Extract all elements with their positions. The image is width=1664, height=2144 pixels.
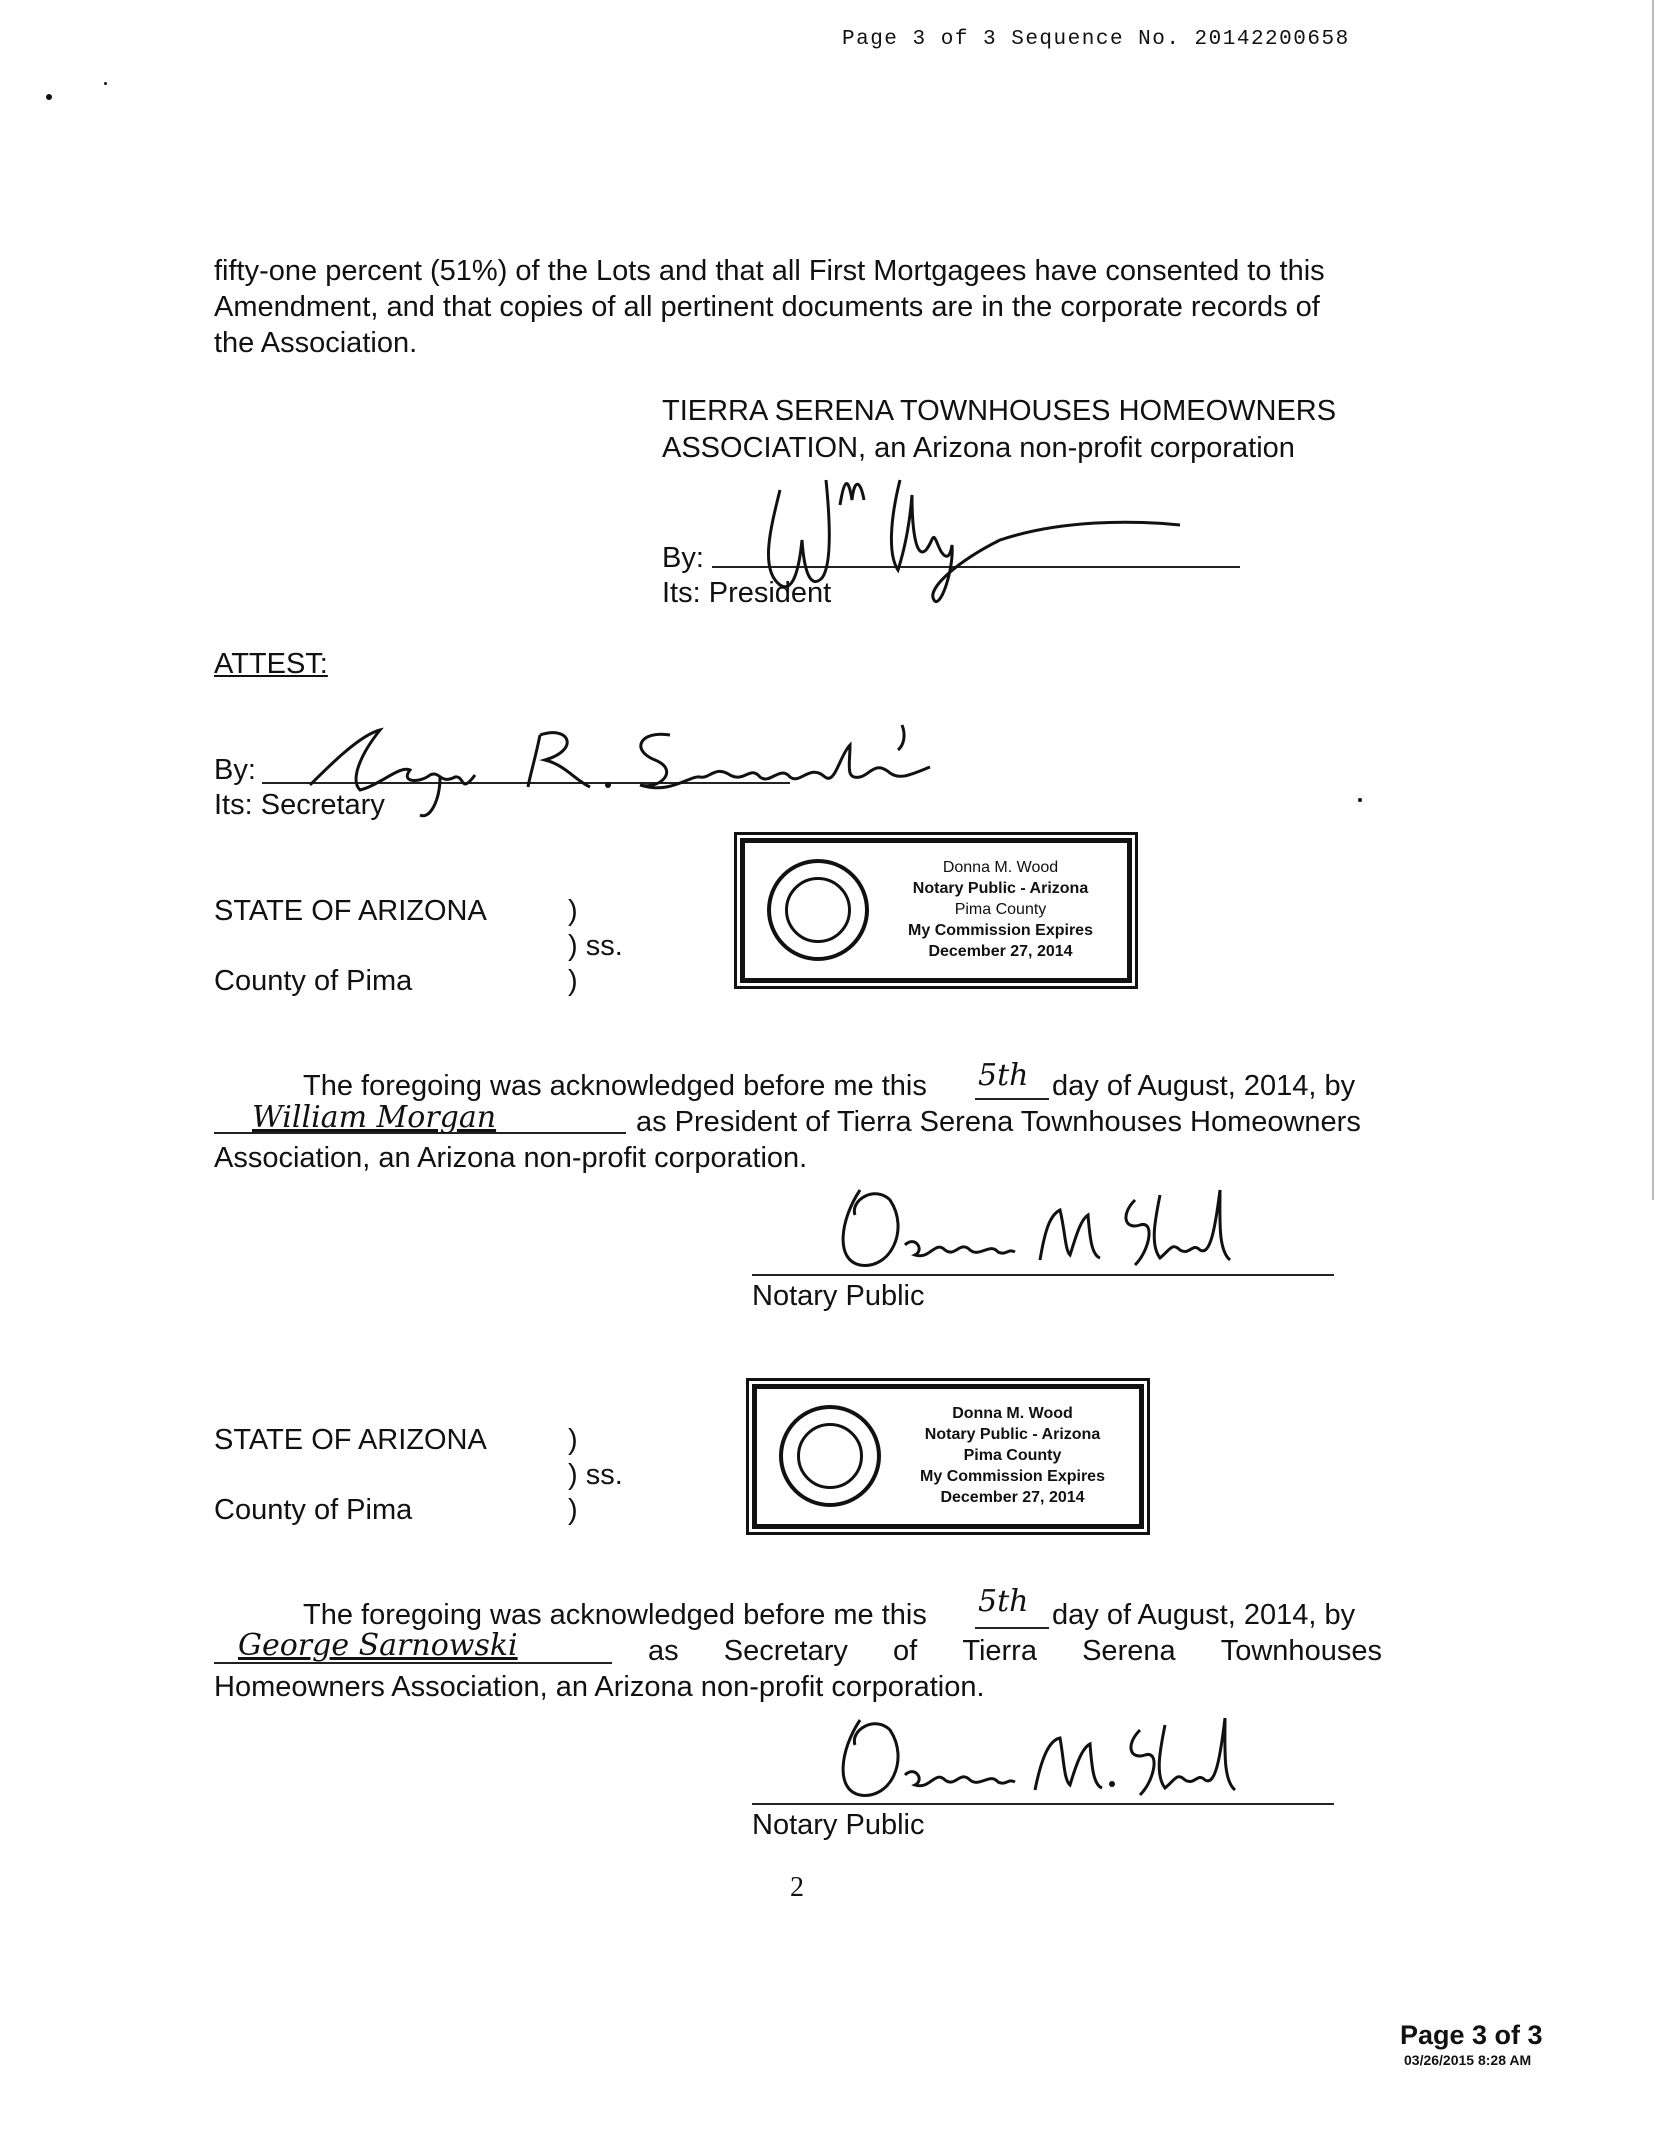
by-label-president: By:: [662, 542, 704, 574]
venue-2-ss: ) ss.: [568, 1459, 623, 1491]
page-number: 2: [790, 1872, 804, 1903]
scan-edge: [1652, 0, 1654, 1200]
venue-1-county: County of Pima: [214, 965, 413, 997]
notary-public-label-2: Notary Public: [752, 1809, 925, 1841]
attest-label: ATTEST:: [214, 648, 328, 680]
notary-stamp-county: Pima County: [954, 901, 1047, 918]
notary-stamp-text: [902, 1403, 1123, 1508]
sequence-header: Page 3 of 3 Sequence No. 20142200658: [842, 28, 1350, 51]
ack-1-name-handwritten: William Morgan: [252, 1100, 497, 1135]
association-name-line-1: TIERRA SERENA TOWNHOUSES HOMEOWNERS: [662, 395, 1337, 427]
notary-public-label-1: Notary Public: [752, 1280, 925, 1312]
notary-stamp-expires: December 27, 2014: [940, 1489, 1085, 1506]
its-label-secretary: Its: Secretary: [214, 789, 385, 821]
ack-1-day-line: [975, 1098, 1049, 1100]
notary-stamp: [740, 838, 1132, 983]
arizona-seal-icon: [767, 859, 869, 961]
footer-timestamp: 03/26/2015 8:28 AM: [1404, 2052, 1532, 2068]
secretary-signature: [290, 705, 950, 825]
notary-stamp-commission: My Commission Expires: [908, 922, 1093, 939]
ack-2-name-handwritten: George Sarnowski: [238, 1628, 518, 1663]
association-name-line-2: ASSOCIATION, an Arizona non-profit corporation: [662, 432, 1295, 464]
ack-1-pre: The foregoing was acknowledged before me this: [303, 1070, 927, 1102]
its-label-president: Its: President: [662, 577, 832, 609]
ack-1-day-handwritten: 5th: [978, 1058, 1029, 1093]
venue-2-county: County of Pima: [214, 1494, 413, 1526]
notary-stamp-name: Donna M. Wood: [952, 1405, 1073, 1422]
notary-stamp-title: Notary Public - Arizona: [912, 880, 1089, 897]
ack-2-role-word: as: [648, 1635, 679, 1667]
ack-1-line-3: Association, an Arizona non-profit corporation.: [214, 1142, 808, 1174]
scan-speck: [1358, 798, 1362, 802]
venue-1-ss: ) ss.: [568, 930, 623, 962]
intro-line-1: fifty-one percent (51%) of the Lots and that all First Mortgagees have consented to this: [214, 255, 1325, 287]
notary-signature-1: [820, 1170, 1240, 1280]
venue-1-paren-bottom: ): [568, 965, 578, 997]
venue-2-state: STATE OF ARIZONA: [214, 1424, 487, 1456]
scan-speck: [46, 94, 52, 100]
notary-stamp-title: Notary Public - Arizona: [924, 1426, 1101, 1443]
ack-1-post: day of August, 2014, by: [1052, 1070, 1356, 1102]
ack-1-role: as President of Tierra Serena Townhouses Homeowners: [636, 1106, 1361, 1138]
venue-2-paren-bottom: ): [568, 1494, 578, 1526]
ack-2-role-word: Serena: [1082, 1635, 1176, 1667]
ack-2-role: [648, 1633, 1382, 1669]
ack-2-role-word: Tierra: [962, 1635, 1037, 1667]
scan-speck: [104, 82, 107, 85]
venue-1-state: STATE OF ARIZONA: [214, 895, 487, 927]
notary-signature-2: [820, 1700, 1240, 1810]
ack-2-day-handwritten: 5th: [978, 1584, 1029, 1619]
venue-1-paren-top: ): [568, 895, 578, 927]
footer-page-label: Page 3 of 3: [1400, 2020, 1543, 2050]
notary-stamp-county: Pima County: [963, 1447, 1062, 1464]
notary-stamp-expires: December 27, 2014: [928, 943, 1073, 960]
ack-2-line-3: Homeowners Association, an Arizona non-profit corporation.: [214, 1671, 985, 1703]
ack-2-role-word: Secretary: [723, 1635, 848, 1667]
ack-2-role-word: of: [893, 1635, 918, 1667]
notary-stamp: [752, 1384, 1144, 1529]
intro-line-3: the Association.: [214, 327, 418, 359]
ack-2-day-line: [975, 1627, 1049, 1629]
ack-2-pre: The foregoing was acknowledged before me this: [303, 1599, 927, 1631]
intro-line-2: Amendment, and that copies of all pertinent documents are in the corporate records of: [214, 291, 1320, 323]
notary-stamp-text: [890, 857, 1111, 962]
venue-2-paren-top: ): [568, 1424, 578, 1456]
by-label-secretary: By:: [214, 754, 256, 786]
ack-2-role-word: Townhouses: [1220, 1635, 1382, 1667]
arizona-seal-icon: [779, 1405, 881, 1507]
notary-stamp-name: Donna M. Wood: [942, 859, 1059, 876]
ack-2-post: day of August, 2014, by: [1052, 1599, 1356, 1631]
notary-stamp-commission: My Commission Expires: [920, 1468, 1105, 1485]
